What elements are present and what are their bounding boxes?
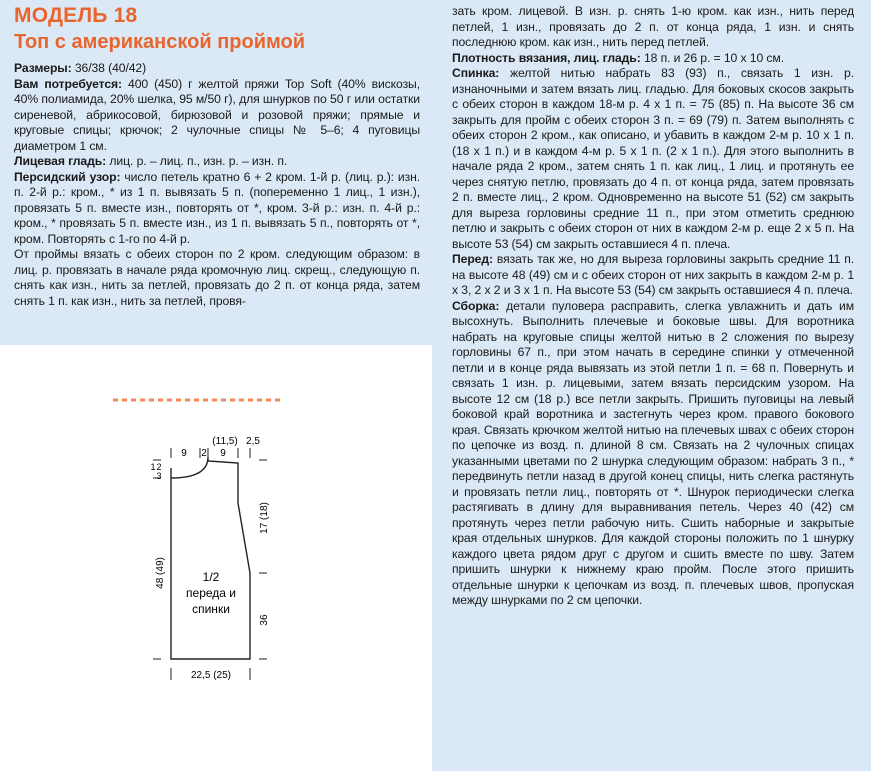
armhole-paragraph: От проймы вязать с обеих сторон по 2 кром. следующим образом: в лиц. р. провязать в начале ряда кромочную лиц. скрещ., следующую п. снять как изн., нить за петлей, провязать до 2 п. от конца ряда, затем снять 1 п. как изн., нить за петлей, провя- xyxy=(14,247,420,308)
materials-paragraph xyxy=(14,77,420,155)
front-text: вязать так же, но для выреза горловины закрыть средние 11 п. на высоте 48 (49) см и с обеих сторон от них закрыть в каждом 2-м р. 1 х 3, 2 х 2 и 3 х 1 п. На высоте 53 (54) см закрыть оставшиеся 4 п. плеча. xyxy=(452,252,854,297)
diagram-label-line3: спинки xyxy=(192,602,230,616)
stockinette-text: лиц. р. – лиц. п., изн. р. – изн. п. xyxy=(109,154,288,168)
back-label: Спинка: xyxy=(452,66,500,80)
diagram-label-line1: 1/2 xyxy=(202,570,220,584)
left-dim-1: 1 xyxy=(150,462,156,472)
left-column xyxy=(14,61,420,309)
stockinette-label: Лицевая гладь: xyxy=(14,154,107,168)
sizes-paragraph xyxy=(14,61,420,77)
front-paragraph xyxy=(452,252,854,299)
persian-pattern-text: число петель кратно 6 + 2 кром. 1-й р. (лиц. р.): изн. п. 2-й р.: кром., * из 1 п. вывязать 5 п. (попеременно 1 лиц., 1 изн.), провязать 5 п. вместе изн., повторять от *, кром. 3-й р.: изн. п. 4-й р.: кром., * провязать 5 п. вместе изн., из 1 п. вывязать 5 п., повторять от *, кром. Повторять с 1-го по 4-й р. xyxy=(14,169,420,246)
schematic-svg xyxy=(113,398,283,703)
top-dim-2-5: 2,5 xyxy=(246,436,260,447)
schematic-diagram xyxy=(113,398,283,703)
garment-outline xyxy=(171,457,250,659)
right-dim-17: 17 (18) xyxy=(259,502,270,534)
density-paragraph xyxy=(452,51,854,67)
sizes-text: 36/38 (40/42) xyxy=(74,61,147,75)
persian-pattern-label: Персидский узор: xyxy=(14,169,121,184)
diagram-label-line2: переда и xyxy=(186,586,236,600)
back-text: желтой нитью набрать 83 (93) п., связать 1 изн. р. изнаночными и затем вязать лиц. гладью. Для боковых скосов закрыть с обеих сторон в каждом 18-м р. 4 х 1 п. = 75 (85) п. На высоте 36 см закрыть для пройм с обеих сторон 3 п. = 69 (79) п. Затем выполнять с обеих сторон 2 кром., как описано, и убавить в каждом 2-м р. 10 х 1 п. (18 х 1 п.) и в каждом 4-м р. 5 х 1 п. (2 х 1 п.). Для этого выполнить в начале ряда 2 кром., затем снять 1 п. как лиц., 1 лиц. и протянуть ее через снятую петлю, провязать до 4 п. от конца ряда, затем провязать 2 п. вместе лиц., 2 кром. Одновременно на высоте 51 (52) см закрыть для выреза горловины средние 11 п., при этом отметить среднюю петлю и закрыть с обеих сторон от них в каждом 2-м р. еще 2 х 5 п. На высоте 53 (54) см закрыть оставшиеся 4 п. плеча. xyxy=(452,66,854,251)
left-dim-3: 3 xyxy=(156,471,162,481)
model-subtitle: Топ с американской проймой xyxy=(14,31,306,53)
back-paragraph xyxy=(452,66,854,252)
materials-label: Вам потребуется: xyxy=(14,76,123,91)
right-column xyxy=(452,4,854,609)
materials-text: 400 (450) г желтой пряжи Top Soft (40% вискозы, 40% полиамида, 20% шелка, 95 м/50 г), для шнурков по 50 г или остатки сиреневой, абрикосовой, бирюзовой и розовой пряжи; прямые и круговые спицы; крючок; 2 чулочные спицы № 5–6; 4 пуговицы диаметром 1 см. xyxy=(14,76,420,153)
right-dim-36: 36 xyxy=(259,614,270,626)
density-text: 18 п. и 26 р. = 10 х 10 см. xyxy=(643,50,784,65)
left-dim-2: 2 xyxy=(156,462,162,472)
top-dim-11-5: (11,5) xyxy=(212,436,238,447)
continuation-paragraph: зать кром. лицевой. В изн. р. снять 1-ю кром. как изн., нить перед петлей, 1 изн., провязать до 2 п. от конца ряда, 1 изн. и снять последнюю кром. как изн., нить перед петлей. xyxy=(452,4,854,49)
stockinette-paragraph xyxy=(14,154,420,170)
assembly-text: детали пуловера расправить, слегка увлажнить и дать им высохнуть. Выполнить плечевые и боковые швы. Для воротника набрать на круговые спицы желтой нитью в 2 сложения по вырезу горловины 67 п., при этом начать в середине спинки у отмеченной петли и в конце ряда вывязать из этой петли 1 п. = 68 п. Повернуть и связать 1 изн. р. лицевыми, затем вязать персидским узором. На высоте 12 см (18 р.) все петли закрыть. Пришить пуговицы на левый боковой край воротника и застегнуть через кром. правого бокового края. Связать крючком желтой нитью на плечевых швах с обеих сторон по цепочке из возд. п. длиной 8 см. Связать на 2 чулочных спицах указанными цветами по 2 шнурка следующим образом: набрать 3 п., * передвинуть петли назад в другой конец спицы, нить слегка растянуть и провязать петли лиц., повторять от *. Шнурок периодически слегка растягивать в длину для выравнивания петель. Через 40 (42) см протянуть через петли рабочую нить. Сшить наборные и закрытые края отдельных шнурков. Для каждой стороны положить по 1 шнурку каждого цвета рядом друг с другом и сшить вместе по шву. Затем пришить шнурки к нижнему краю пройм. После этого пришить отдельные шнурки к цепочкам из возд. п. плечевых швов, пропуская между шнурками по 2 см цепочки. xyxy=(452,298,854,607)
top-dim-9-right: 9 xyxy=(220,448,226,459)
assembly-label: Сборка: xyxy=(452,298,500,313)
persian-pattern-paragraph xyxy=(14,170,420,248)
top-dim-2: 2 xyxy=(201,448,207,459)
front-label: Перед: xyxy=(452,252,493,266)
bottom-dim: 22,5 (25) xyxy=(190,670,232,681)
model-title: МОДЕЛЬ 18 xyxy=(14,4,138,27)
left-dim-48: 48 (49) xyxy=(155,557,166,589)
top-dim-9-left: 9 xyxy=(181,448,187,459)
density-label: Плотность вязания, лиц. гладь: xyxy=(452,50,641,65)
sizes-label: Размеры: xyxy=(14,61,72,75)
assembly-paragraph xyxy=(452,299,854,609)
